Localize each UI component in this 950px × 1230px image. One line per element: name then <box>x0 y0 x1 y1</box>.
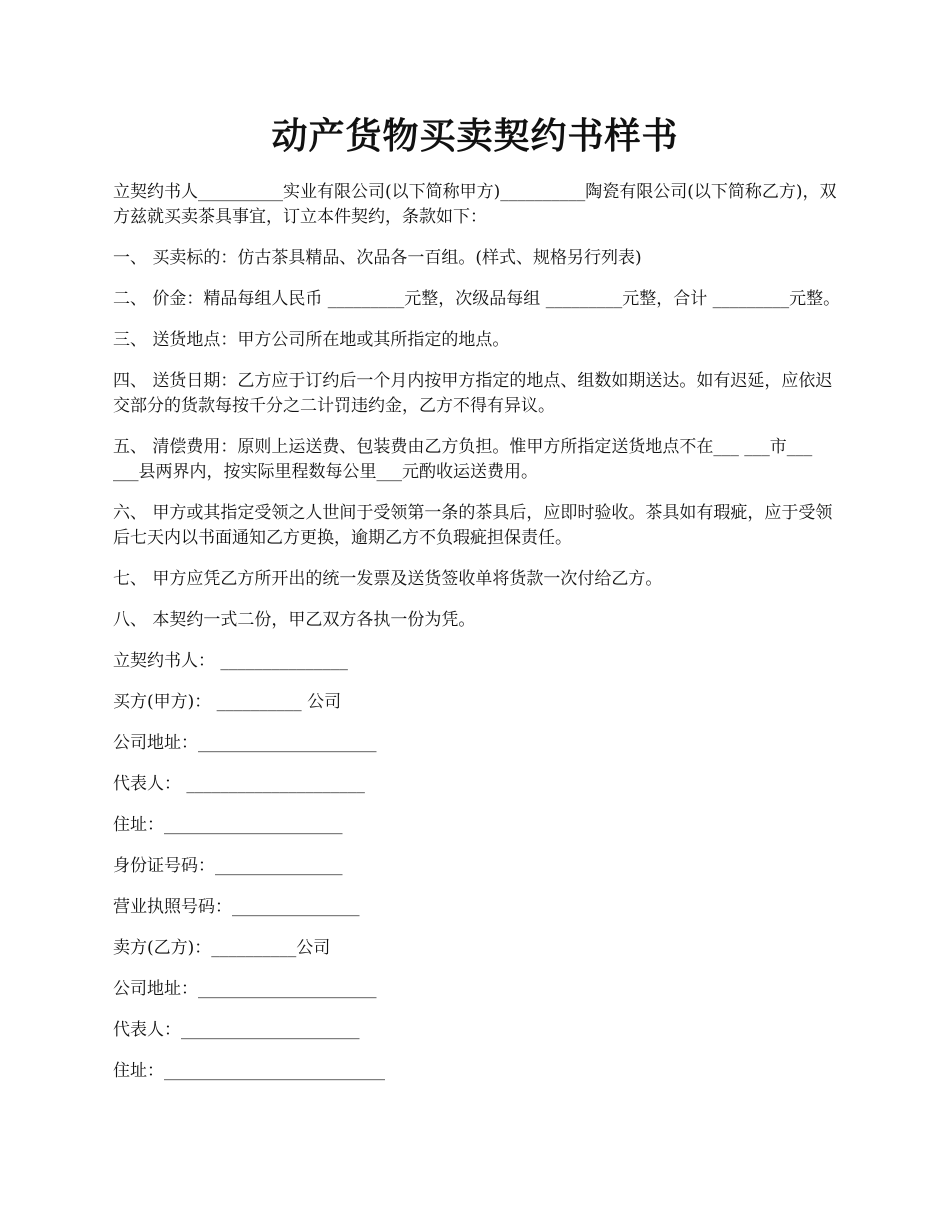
buyer-business-license-line: 营业执照号码：_______________ <box>113 897 360 917</box>
seller-line: 卖方(乙方)：__________公司 <box>113 938 331 958</box>
intro-paragraph: 立契约书人__________实业有限公司(以下简称甲方)__________陶瓷有限公司(以下简称乙方)，双方兹就买卖茶具事宜，订立本件契约，条款如下： <box>113 182 837 227</box>
buyer-address-line: 公司地址：_____________________ <box>113 733 377 753</box>
contractor-line: 立契约书人： _______________ <box>113 651 348 671</box>
seller-address-line: 公司地址：_____________________ <box>113 979 377 999</box>
document-body <box>113 180 843 1100</box>
clause-4: 四、 送货日期：乙方应于订约后一个月内按甲方指定的地点、组数如期送达。如有迟延，应依迟交部分的货款每按千分之二计罚违约金，乙方不得有异议。 <box>113 371 833 416</box>
buyer-residence-line: 住址：_____________________ <box>113 815 343 835</box>
clause-7: 七、 甲方应凭乙方所开出的统一发票及送货签收单将货款一次付给乙方。 <box>113 569 663 589</box>
clause-6: 六、 甲方或其指定受领之人世间于受领第一条的茶具后，应即时验收。茶具如有瑕疵，应于受领后七天内以书面通知乙方更换，逾期乙方不负瑕疵担保责任。 <box>113 503 833 548</box>
buyer-line: 买方(甲方)： __________ 公司 <box>113 692 342 712</box>
clause-3: 三、 送货地点：甲方公司所在地或其所指定的地点。 <box>113 330 510 350</box>
seller-residence-line: 住址：__________________________ <box>113 1061 385 1081</box>
document-title: 动产货物买卖契约书样书 <box>271 115 679 157</box>
clause-1: 一、 买卖标的：仿古茶具精品、次品各一百组。(样式、规格另行列表) <box>113 248 642 268</box>
clause-5: 五、 清偿费用：原则上运送费、包装费由乙方负担。惟甲方所指定送货地点不在___ ___市___ ___县两界内，按实际里程数每公里___元酌收运送费用。 <box>113 437 818 482</box>
buyer-id-number-line: 身份证号码：_______________ <box>113 856 343 876</box>
seller-representative-line: 代表人：_____________________ <box>113 1020 360 1040</box>
signature-block <box>113 649 843 1084</box>
buyer-representative-line: 代表人： _____________________ <box>113 774 365 794</box>
clause-2: 二、 价金：精品每组人民币 _________元整，次级品每组 _________元整，合计 _________元整。 <box>113 289 841 309</box>
clause-8: 八、 本契约一式二份，甲乙双方各执一份为凭。 <box>113 610 476 630</box>
